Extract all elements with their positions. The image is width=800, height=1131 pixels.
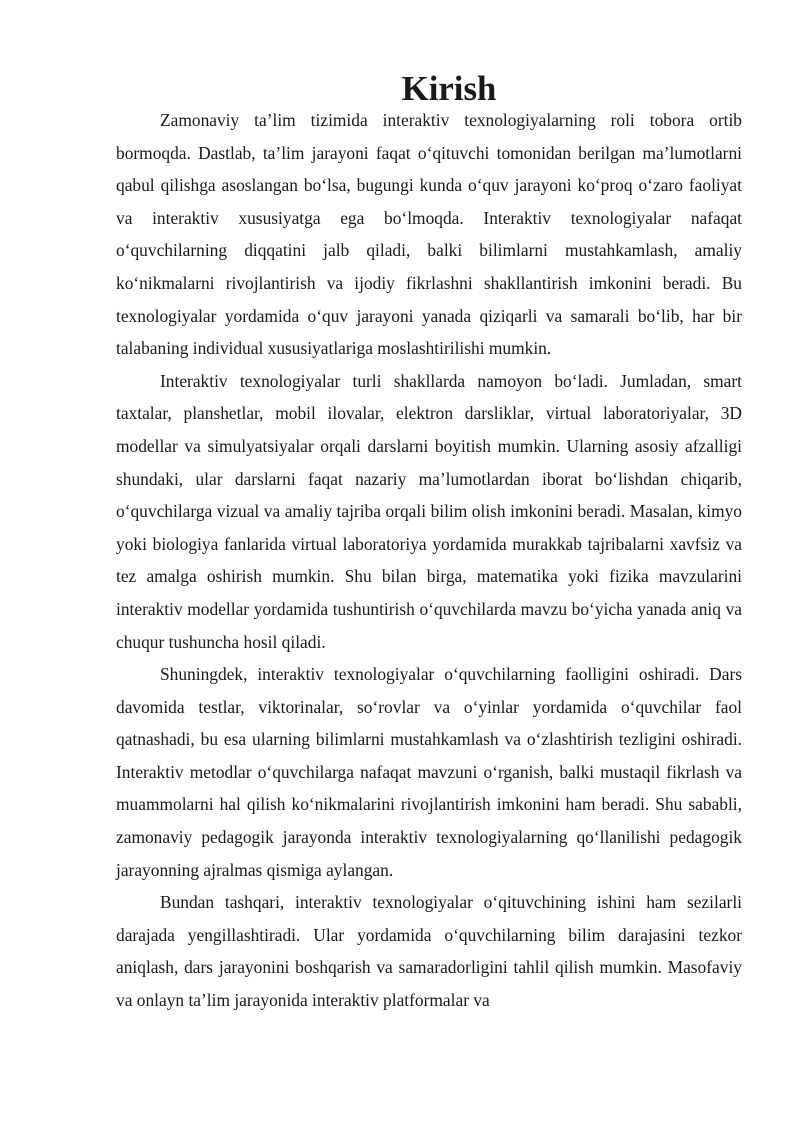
document-title: Kirish <box>401 69 497 108</box>
paragraph-4: Bundan tashqari, interaktiv texnologiyalar o‘qituvchining ishini ham sezilarli darajada yengillashtiradi. Ular yordamida o‘quvchilarning bilim darajasini tezkor aniqlash, dars jarayonini boshqarish va samaradorligini tahlil qilish mumkin. Masofaviy va onlayn ta’lim jarayonida interaktiv platformalar va <box>116 892 742 1011</box>
document-body <box>116 69 742 1017</box>
paragraph-2: Interaktiv texnologiyalar turli shakllarda namoyon bo‘ladi. Jumladan, smart taxtalar, planshetlar, mobil ilovalar, elektron darsliklar, virtual laboratoriyalar, 3D modellar va simulyatsiyalar orqali darslarni boyitish mumkin. Ularning asosiy afzalligi shundaki, ular darslarni faqat nazariy ma’lumotlardan iborat bo‘lishdan chiqarib, o‘quvchilarga vizual va amaliy tajriba orqali bilim olish imkonini beradi. Masalan, kimyo yoki biologiya fanlarida virtual laboratoriya yordamida murakkab tajribalarni xavfsiz va tez amalga oshirish mumkin. Shu bilan birga, matematika yoki fizika mavzularini interaktiv modellar yordamida tushuntirish o‘quvchilarda mavzu bo‘yicha yanada aniq va chuqur tushuncha hosil qiladi. <box>116 370 742 652</box>
paragraph-3: Shuningdek, interaktiv texnologiyalar o‘quvchilarning faolligini oshiradi. Dars davomida testlar, viktorinalar, so‘rovlar va o‘yinlar yordamida o‘quvchilar faol qatnashadi, bu esa ularning bilimlarni mustahkamlash va o‘zlashtirish tezligini oshiradi. Interaktiv metodlar o‘quvchilarga nafaqat mavzuni o‘rganish, balki mustaqil fikrlash va muammolarni hal qilish ko‘nikmalarini rivojlantirish imkonini ham beradi. Shu sababli, zamonaviy pedagogik jarayonda interaktiv texnologiyalarning qo‘llanilishi pedagogik jarayonning ajralmas qismiga aylangan. <box>116 664 742 880</box>
paragraph-1: Zamonaviy ta’lim tizimida interaktiv texnologiyalarning roli tobora ortib bormoqda. Dastlab, ta’lim jarayoni faqat o‘qituvchi tomonidan berilgan ma’lumotlarni qabul qilishga asoslangan bo‘lsa, bugungi kunda o‘quv jarayoni ko‘proq o‘zaro faoliyat va interaktiv xususiyatga ega bo‘lmoqda. Interaktiv texnologiyalar nafaqat o‘quvchilarning diqqatini jalb qiladi, balki bilimlarni mustahkamlash, amaliy ko‘nikmalarni rivojlantirish va ijodiy fikrlashni shakllantirish imkonini beradi. Bu texnologiyalar yordamida o‘quv jarayoni yanada qiziqarli va samarali bo‘lib, har bir talabaning individual xususiyatlariga moslashtirilishi mumkin. <box>116 110 742 359</box>
